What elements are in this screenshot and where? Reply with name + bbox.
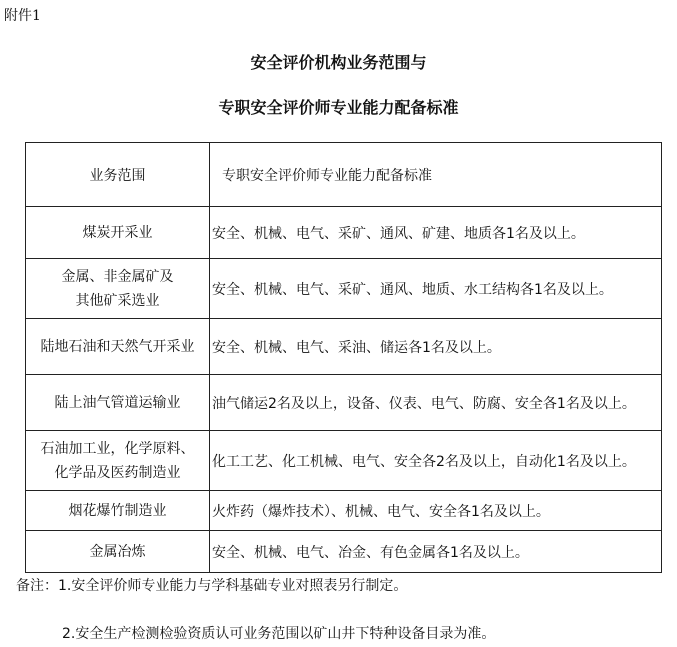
standard-cell: 火炸药（爆炸技术）、机械、电气、安全各1名及以上。 [210, 491, 662, 531]
standard-cell: 安全、机械、电气、采矿、通风、地质、水工结构各1名及以上。 [210, 259, 662, 319]
table-row [26, 375, 662, 431]
table-row [26, 319, 662, 375]
table-header-row [26, 143, 662, 207]
scope-text-line-2: 化学品及医药制造业 [54, 464, 181, 481]
standard-cell: 油气储运2名及以上，设备、仪表、电气、防腐、安全各1名及以上。 [210, 375, 662, 431]
scope-cell [26, 207, 210, 259]
document-title-line-2: 专职安全评价师专业能力配备标准 [218, 98, 459, 117]
standards-table [25, 142, 662, 573]
standard-cell: 安全、机械、电气、采油、储运各1名及以上。 [210, 319, 662, 375]
table-row [26, 491, 662, 531]
attachment-label: 附件1 [4, 8, 41, 24]
document-title-line-1: 安全评价机构业务范围与 [250, 53, 427, 72]
scope-text-line-2: 其他矿采选业 [75, 292, 160, 309]
scope-text-line-1: 金属、非金属矿及 [61, 268, 174, 285]
scope-cell [26, 259, 210, 319]
table-row [26, 431, 662, 491]
scope-cell [26, 531, 210, 573]
standard-cell: 安全、机械、电气、采矿、通风、矿建、地质各1名及以上。 [210, 207, 662, 259]
table-row [26, 207, 662, 259]
header-business-scope: 业务范围 [26, 143, 210, 207]
scope-text: 陆上油气管道运输业 [54, 394, 181, 411]
table-row [26, 531, 662, 573]
scope-cell [26, 319, 210, 375]
standard-cell: 化工工艺、化工机械、电气、安全各2名及以上，自动化1名及以上。 [210, 431, 662, 491]
standard-cell: 安全、机械、电气、冶金、有色金属各1名及以上。 [210, 531, 662, 573]
table-row [26, 259, 662, 319]
note-line-2: 2.安全生产检测检验资质认可业务范围以矿山井下特种设备目录为准。 [62, 626, 496, 642]
scope-text: 煤炭开采业 [82, 224, 153, 241]
scope-cell [26, 375, 210, 431]
scope-text: 金属冶炼 [89, 543, 146, 560]
header-staffing-standard: 专职安全评价师专业能力配备标准 [210, 143, 662, 207]
scope-cell [26, 491, 210, 531]
scope-text: 烟花爆竹制造业 [68, 502, 167, 519]
note-line-1: 备注：1.安全评价师专业能力与学科基础专业对照表另行制定。 [16, 578, 408, 594]
scope-text-line-1: 石油加工业，化学原料、 [40, 440, 195, 457]
scope-cell [26, 431, 210, 491]
scope-text: 陆地石油和天然气开采业 [40, 338, 195, 355]
